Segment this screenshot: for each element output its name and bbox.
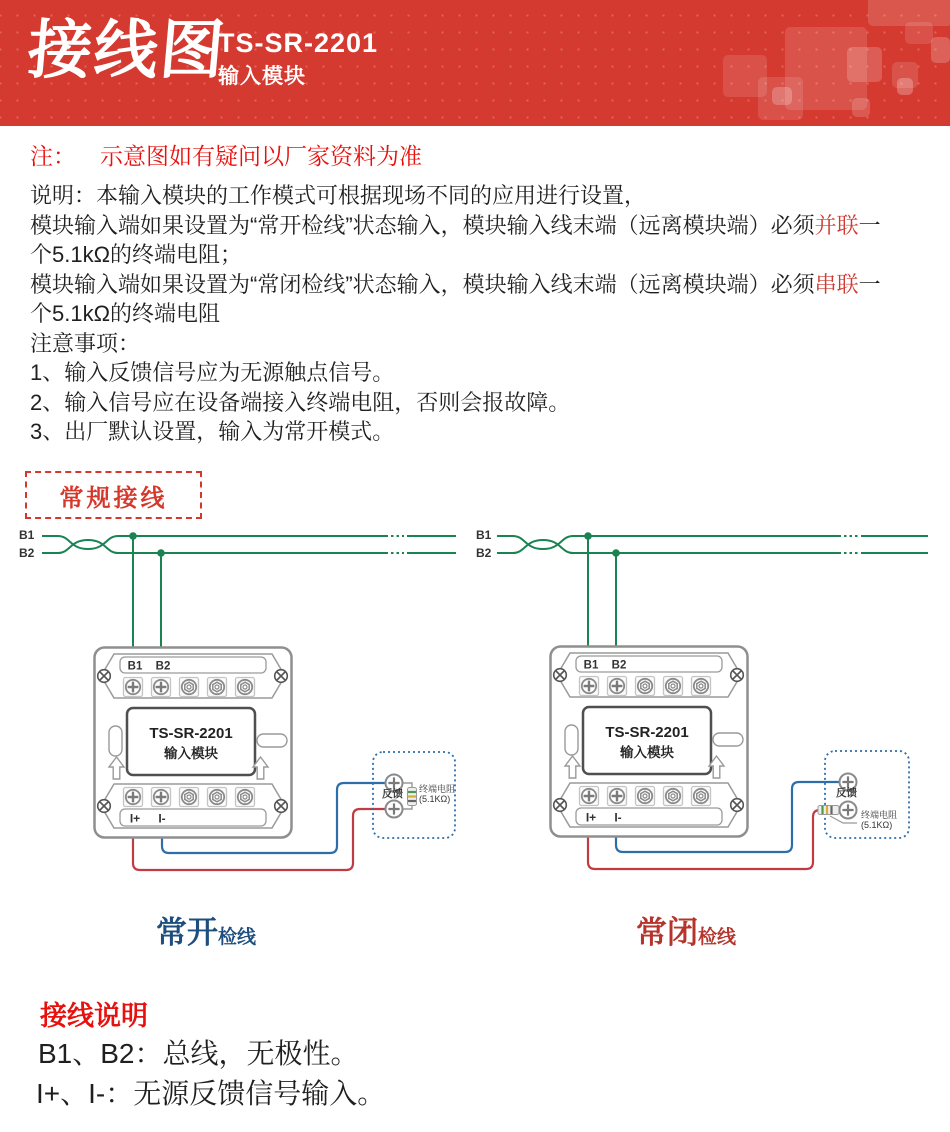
screw-terminal-unused [236,678,255,697]
side-slot-left [109,726,122,756]
desc-line-2 [30,211,948,241]
feedback-screw-bottom-left [386,801,403,818]
desc-line-2-tail: 一 [858,212,881,238]
caption-normally-open [156,917,256,948]
resistor-label-left [419,785,455,804]
screw-terminal-unused [236,788,255,807]
desc-line-4-text: 模块输入端如果设置为“常闭检线”状态输入，模块输入线末端（远离模块端）必须 [30,271,815,297]
screw-terminal-unused [208,788,227,807]
corner-screw-icon [98,670,111,683]
desc-line-2-text: 模块输入端如果设置为“常开检线”状态输入，模块输入线末端（远离模块端）必须 [30,212,815,238]
side-slot-right [257,734,287,747]
desc-line-1: 说明：本输入模块的工作模式可根据现场不同的应用进行设置， [30,183,647,208]
caption-normally-closed [636,917,736,948]
description-block [30,181,948,447]
screw-terminal-unused [664,677,683,696]
bottom-terminal-label-strip [120,809,266,826]
desc-line-4-highlight: 串联 [814,271,859,297]
banner-decor-square [931,37,950,63]
input-module-left [93,646,293,839]
terminal-label-b1: B1 [127,660,143,673]
wiring-note-bus: B1、B2：总线，无极性。 [38,1038,359,1069]
banner-decor-square [847,47,882,82]
bottom-terminal-label-strip [576,808,722,825]
screw-terminal-unused [692,677,711,696]
terminal-label-i-minus: I- [614,810,622,825]
banner-decor-square [905,22,933,44]
screw-terminal-b1 [124,678,143,697]
terminal-label-i-plus: I+ [129,811,141,826]
desc-line-4 [30,270,948,300]
corner-screw-icon [554,799,567,812]
feedback-screw-bottom-right [840,802,857,819]
screw-terminal-b1 [580,677,599,696]
note-text: 示意图如有疑问以厂家资料为准 [100,143,422,169]
corner-screw-icon [731,799,744,812]
module-name-text: 输入模块 [164,746,218,761]
banner-decor-square [852,98,870,117]
section-label: 常规接线 [59,484,168,512]
section-box-normal-wiring [25,471,202,519]
banner-decor-square [772,87,792,105]
input-module-right [549,645,749,838]
desc-line-4-tail: 一 [858,271,881,297]
note-prefix: 注： [30,143,76,169]
notice-item-2: 2、输入信号应在设备端接入终端电阻，否则会报故障。 [30,389,571,415]
module-model-text: TS-SR-2201 [605,724,689,741]
caption-small-text: 检线 [698,926,737,948]
header-model-block [218,30,378,87]
model-number: TS-SR-2201 [218,28,379,58]
notice-title: 注意事项： [30,330,141,356]
feedback-label-right: 反馈 [836,787,857,799]
screw-terminal-unused [664,787,683,806]
screw-terminal-i-plus [124,788,143,807]
terminal-label-b2: B2 [155,660,171,673]
screw-terminal-b2 [608,677,627,696]
note-line [30,138,422,171]
corner-screw-icon [731,669,744,682]
screw-terminal-unused [208,678,227,697]
screw-terminal-i-minus [152,788,171,807]
bus-label-b1-left: B1 [19,528,35,542]
screw-terminal-b2 [152,678,171,697]
bus-b2-wire [497,540,841,553]
terminal-label-i-minus: I- [158,811,166,826]
screw-terminal-i-plus [580,787,599,806]
header-banner [0,0,950,126]
wiring-notes-title: 接线说明 [40,1001,148,1031]
caption-big-text: 常闭 [636,915,698,950]
bus-label-b1-right: B1 [476,528,492,542]
bus-label-b2-left: B2 [19,546,35,560]
feedback-label-left: 反馈 [382,788,403,800]
bus-b2-wire [42,540,388,553]
notice-item-1: 1、输入反馈信号应为无源触点信号。 [30,360,395,385]
screw-terminal-i-minus [608,787,627,806]
corner-screw-icon [554,669,567,682]
wiring-note-input: I+、I-：无源反馈信号输入。 [36,1078,386,1109]
caption-small-text: 检线 [218,926,257,948]
resistor-label-value: (5.1KΩ) [861,819,893,830]
module-name-text: 输入模块 [620,745,674,760]
screw-terminal-unused [180,678,199,697]
terminal-label-i-plus: I+ [585,810,597,825]
notice-item-3: 3、出厂默认设置，输入为常开模式。 [30,419,395,444]
screw-terminal-unused [180,788,199,807]
bus-lines-right [497,536,928,647]
bus-lines-left [42,536,456,648]
side-slot-left [565,725,578,755]
module-type: 输入模块 [218,65,306,88]
resistor-body [818,806,839,815]
banner-decor-square [897,78,913,95]
bus-label-b2-right: B2 [476,546,492,560]
screw-terminal-unused [636,677,655,696]
resistor-label-right [861,811,897,830]
resistor-label-name: 终端电阻 [861,810,898,820]
resistor-label-name: 终端电阻 [419,784,456,794]
screw-terminal-unused [636,787,655,806]
corner-screw-icon [275,800,288,813]
side-slot-right [713,733,743,746]
bus-b1-wire [497,536,841,549]
desc-line-5: 个5.1kΩ的终端电阻 [30,301,221,326]
screw-terminal-unused [692,787,711,806]
caption-big-text: 常开 [156,915,218,950]
page-title: 接线图 [24,14,230,86]
terminal-resistor-parallel [403,783,417,809]
resistor-label-value: (5.1KΩ) [419,793,451,804]
terminal-label-b1: B1 [583,659,599,672]
desc-line-3: 个5.1kΩ的终端电阻； [30,242,243,267]
desc-line-2-highlight: 并联 [814,212,859,238]
module-model-text: TS-SR-2201 [149,725,233,742]
bus-b1-wire [42,536,388,549]
corner-screw-icon [98,800,111,813]
corner-screw-icon [275,670,288,683]
terminal-label-b2: B2 [611,659,627,672]
